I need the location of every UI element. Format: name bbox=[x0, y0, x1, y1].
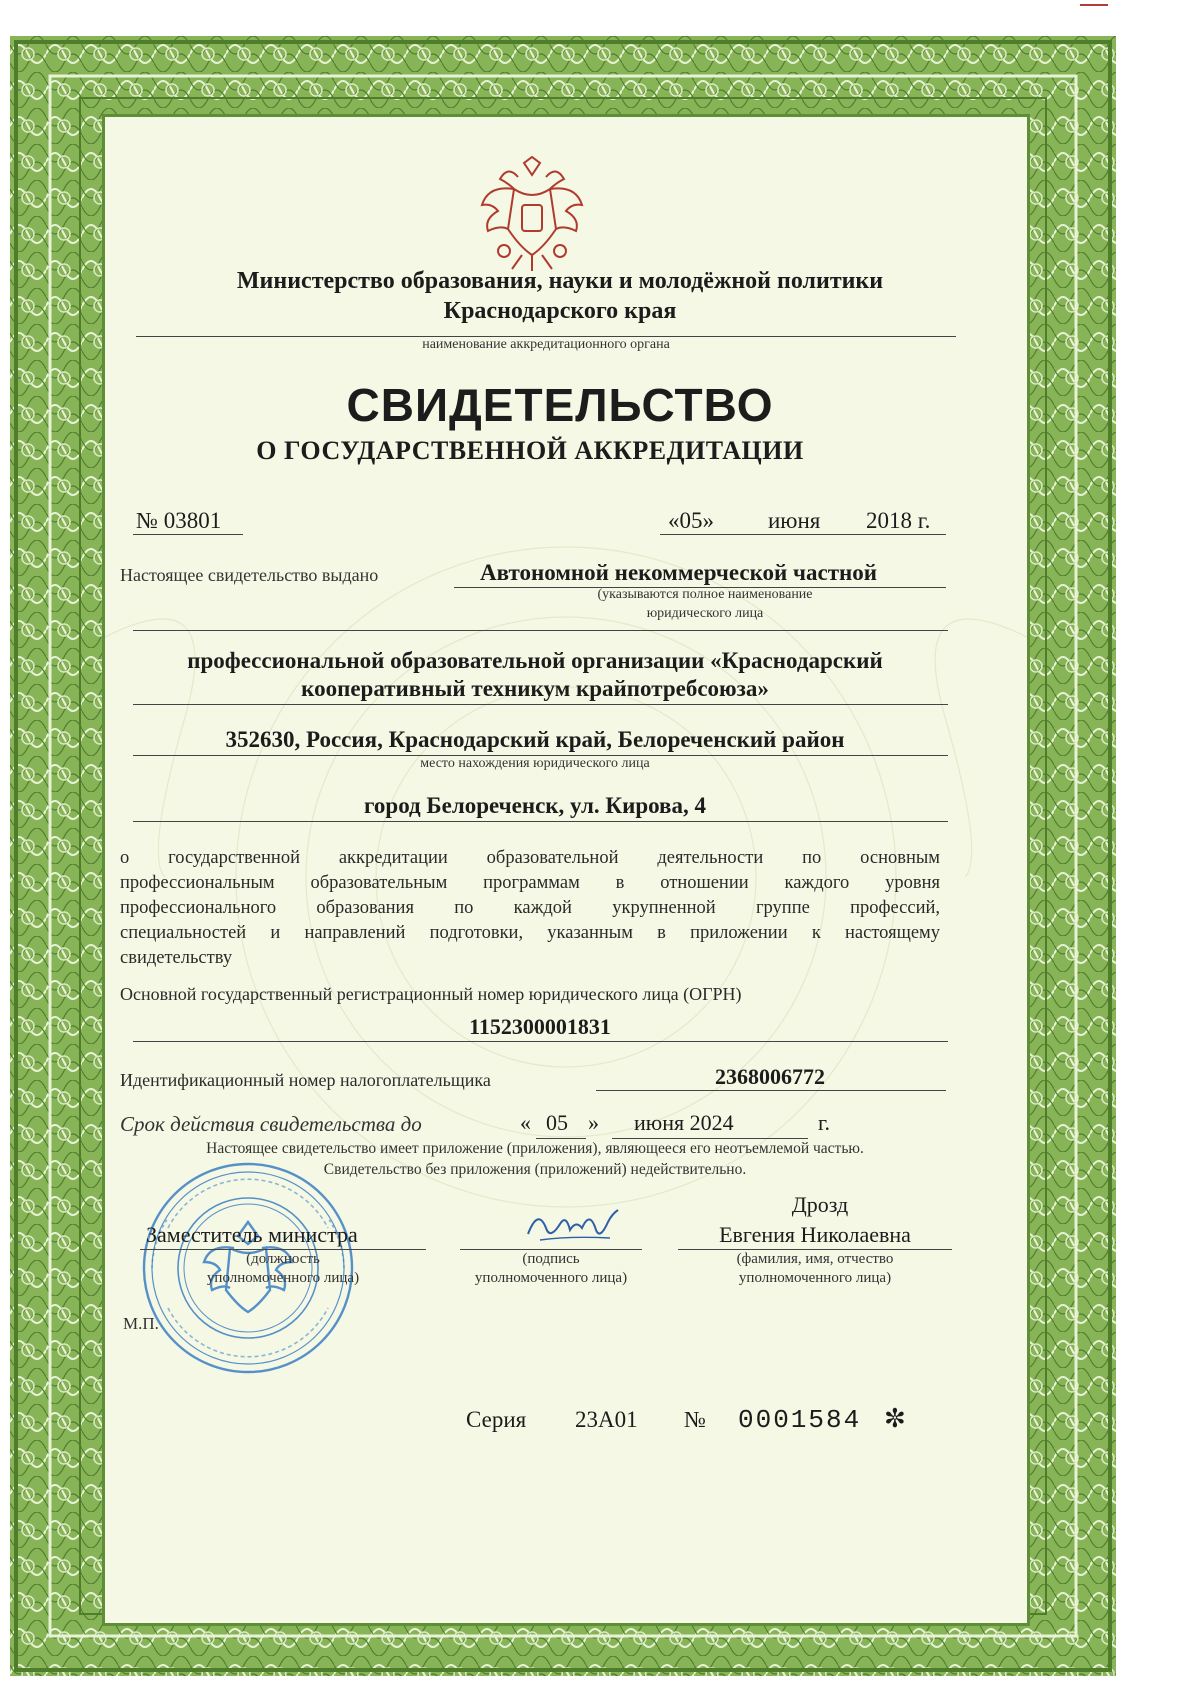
validity-year-suffix: г. bbox=[818, 1110, 831, 1135]
underline bbox=[133, 534, 243, 535]
series-number-label: № bbox=[684, 1407, 706, 1432]
validity-open-quote: « bbox=[520, 1110, 531, 1135]
body-line: о государственной аккредитации образовательной деятельности по основным bbox=[120, 848, 940, 868]
authority-name-line2: Краснодарского края bbox=[443, 298, 677, 324]
underline bbox=[460, 1249, 642, 1250]
appendix-note-line1: Настоящее свидетельство имеет приложение (приложения), являющееся его неотъемлемой частью. bbox=[206, 1140, 864, 1157]
series-label: Серия bbox=[466, 1407, 527, 1432]
inn-label: Идентификационный номер налогоплательщика bbox=[120, 1070, 491, 1090]
address-line1: 352630, Россия, Краснодарский край, Белореченский район bbox=[225, 727, 845, 752]
series-number: 0001584 bbox=[738, 1405, 862, 1435]
stamp-place-label: М.П. bbox=[123, 1314, 159, 1333]
underline bbox=[133, 1041, 948, 1042]
underline bbox=[596, 1090, 946, 1091]
authority-caption: наименование аккредитационного органа bbox=[422, 337, 670, 352]
position-caption-line1: (должность bbox=[246, 1251, 320, 1267]
underline bbox=[612, 1138, 808, 1139]
signatory-given-names: Евгения Николаевна bbox=[719, 1222, 911, 1247]
validity-month-year: июня 2024 bbox=[634, 1110, 734, 1135]
body-line: свидетельству bbox=[120, 948, 233, 968]
issue-date-day: «05» bbox=[668, 508, 714, 533]
appendix-note-line2: Свидетельство без приложения (приложений) недействительно. bbox=[323, 1161, 747, 1178]
ogrn-label: Основной государственный регистрационный номер юридического лица (ОГРН) bbox=[120, 984, 742, 1004]
underline bbox=[133, 704, 948, 705]
organization-name-line3: кооперативный техникум крайпотребсоюза» bbox=[301, 676, 769, 701]
body-line: профессионального образования по каждой укрупненной группе профессий, bbox=[120, 898, 940, 918]
address-line2: город Белореченск, ул. Кирова, 4 bbox=[364, 793, 706, 818]
handwritten-signature-icon bbox=[520, 1200, 630, 1248]
name-caption-line1: (фамилия, имя, отчество bbox=[736, 1251, 894, 1267]
validity-label: Срок действия свидетельства до bbox=[120, 1112, 422, 1136]
signatory-surname: Дрозд bbox=[791, 1192, 849, 1217]
official-seal-icon bbox=[138, 1158, 358, 1378]
underline bbox=[133, 630, 948, 631]
underline bbox=[536, 1138, 586, 1139]
signatory-position: Заместитель министра bbox=[146, 1222, 358, 1247]
scan-mark bbox=[1080, 4, 1108, 6]
underline bbox=[133, 821, 948, 822]
authority-name-line1: Министерство образования, науки и молодёжной политики bbox=[236, 268, 884, 294]
address-caption: место нахождения юридического лица bbox=[420, 756, 650, 771]
name-caption-line2: уполномоченного лица) bbox=[738, 1270, 892, 1286]
underline bbox=[678, 1249, 952, 1250]
series-value: 23А01 bbox=[575, 1407, 638, 1432]
underline bbox=[660, 534, 946, 535]
position-caption-line2: уполномоченного лица) bbox=[206, 1270, 360, 1286]
body-line: профессиональным образовательным программам в отношении каждого уровня bbox=[120, 873, 940, 893]
document-subtitle: О ГОСУДАРСТВЕННОЙ АККРЕДИТАЦИИ bbox=[256, 436, 804, 465]
double-headed-eagle-icon bbox=[478, 155, 586, 273]
issue-date-year: 2018 г. bbox=[866, 508, 931, 533]
signature-caption-line1: (подпись bbox=[522, 1251, 580, 1267]
issue-date-month: июня bbox=[768, 508, 821, 533]
organization-caption-line1: (указываются полное наименование bbox=[597, 587, 813, 602]
issued-to-label: Настоящее свидетельство выдано bbox=[120, 565, 379, 585]
organization-caption-line2: юридического лица bbox=[646, 606, 764, 621]
certificate-number: № 03801 bbox=[136, 508, 222, 533]
document-title: СВИДЕТЕЛЬСТВО bbox=[346, 379, 774, 431]
series-mark: ✼ bbox=[884, 1404, 906, 1433]
inn-value: 2368006772 bbox=[715, 1064, 825, 1089]
validity-day: 05 bbox=[546, 1110, 568, 1135]
organization-name-line1: Автономной некоммерческой частной bbox=[480, 560, 878, 585]
underline bbox=[140, 1249, 426, 1250]
organization-name-line2: профессиональной образовательной организации «Краснодарский bbox=[187, 648, 883, 673]
ogrn-value: 1152300001831 bbox=[469, 1014, 611, 1039]
body-line: специальностей и направлений подготовки, указанным в приложении к настоящему bbox=[120, 923, 940, 943]
validity-close-quote: » bbox=[588, 1110, 599, 1135]
signature-caption-line2: уполномоченного лица) bbox=[474, 1270, 628, 1286]
accreditation-scope-text bbox=[120, 846, 940, 971]
